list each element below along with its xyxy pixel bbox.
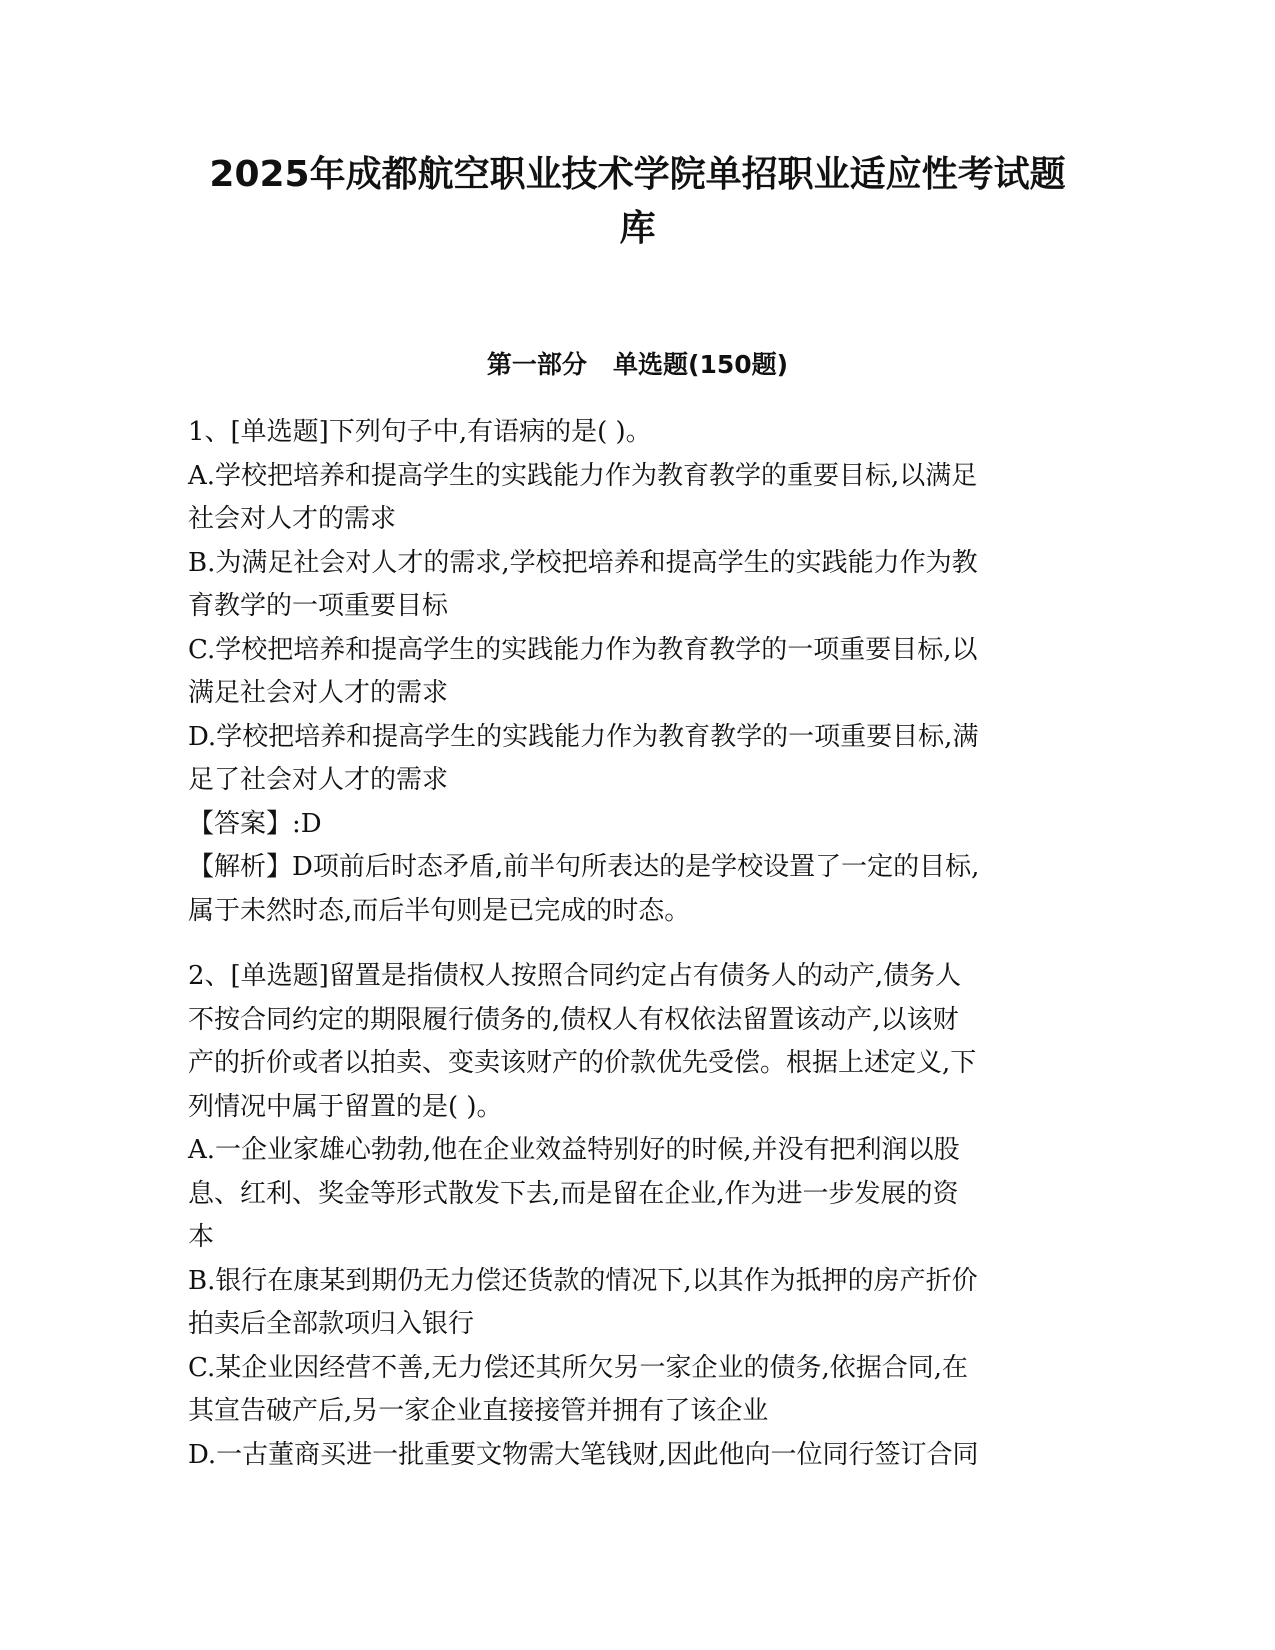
title-line-2: 库 <box>619 208 656 249</box>
question-stem: 1、[单选题]下列句子中,有语病的是( )。 <box>188 417 652 447</box>
question-stem-continued: 产的折价或者以拍卖、变卖该财产的价款优先受偿。根据上述定义,下 <box>188 1048 977 1078</box>
question-stem-continued: 列情况中属于留置的是( )。 <box>188 1091 503 1122</box>
option-a: A.一企业家雄心勃勃,他在企业效益特别好的时候,并没有把利润以股 <box>188 1135 960 1165</box>
question-stem-continued: 不按合同约定的期限履行债务的,债权人有权依法留置该动产,以该财 <box>188 1004 959 1035</box>
title-line-1: 2025年成都航空职业技术学院单招职业适应性考试题 <box>209 154 1066 195</box>
option-a-continued: 本 <box>188 1222 215 1252</box>
question-stem: 2、[单选题]留置是指债权人按照合同约定占有债务人的动产,债务人 <box>188 961 962 991</box>
option-c: C.学校把培养和提高学生的实践能力作为教育教学的一项重要目标,以 <box>188 634 978 665</box>
answer: 【答案】:D <box>188 808 322 839</box>
question-2 <box>188 955 1088 1477</box>
option-a: A.学校把培养和提高学生的实践能力作为教育教学的重要目标,以满足 <box>188 460 978 491</box>
option-b: B.银行在康某到期仍无力偿还货款的情况下,以其作为抵押的房产折价 <box>188 1265 978 1296</box>
option-b-continued: 育教学的一项重要目标 <box>188 591 449 621</box>
option-b: B.为满足社会对人才的需求,学校把培养和提高学生的实践能力作为教 <box>188 547 978 578</box>
option-b-continued: 拍卖后全部款项归入银行 <box>188 1309 475 1339</box>
option-d: D.学校把培养和提高学生的实践能力作为教育教学的一项重要目标,满 <box>188 721 979 752</box>
option-d: D.一古董商买进一批重要文物需大笔钱财,因此他向一位同行签订合同 <box>188 1439 979 1470</box>
question-1 <box>188 411 1088 933</box>
document-title <box>180 148 1095 256</box>
option-c-continued: 满足社会对人才的需求 <box>188 678 449 708</box>
section-heading: 第一部分 单选题(150题) <box>486 350 789 379</box>
question-list <box>188 411 1088 1477</box>
question-spacer <box>188 933 1088 955</box>
explanation-continued: 属于未然时态,而后半句则是已完成的时态。 <box>188 895 691 926</box>
option-a-continued: 社会对人才的需求 <box>188 504 397 534</box>
option-c: C.某企业因经营不善,无力偿还其所欠另一家企业的债务,依据合同,在 <box>188 1352 969 1383</box>
option-a-continued: 息、红利、奖金等形式散发下去,而是留在企业,作为进一步发展的资 <box>188 1178 959 1209</box>
option-c-continued: 其宣告破产后,另一家企业直接接管并拥有了该企业 <box>188 1396 769 1426</box>
option-d-continued: 足了社会对人才的需求 <box>188 765 449 795</box>
explanation: 【解析】D项前后时态矛盾,前半句所表达的是学校设置了一定的目标, <box>188 852 980 882</box>
